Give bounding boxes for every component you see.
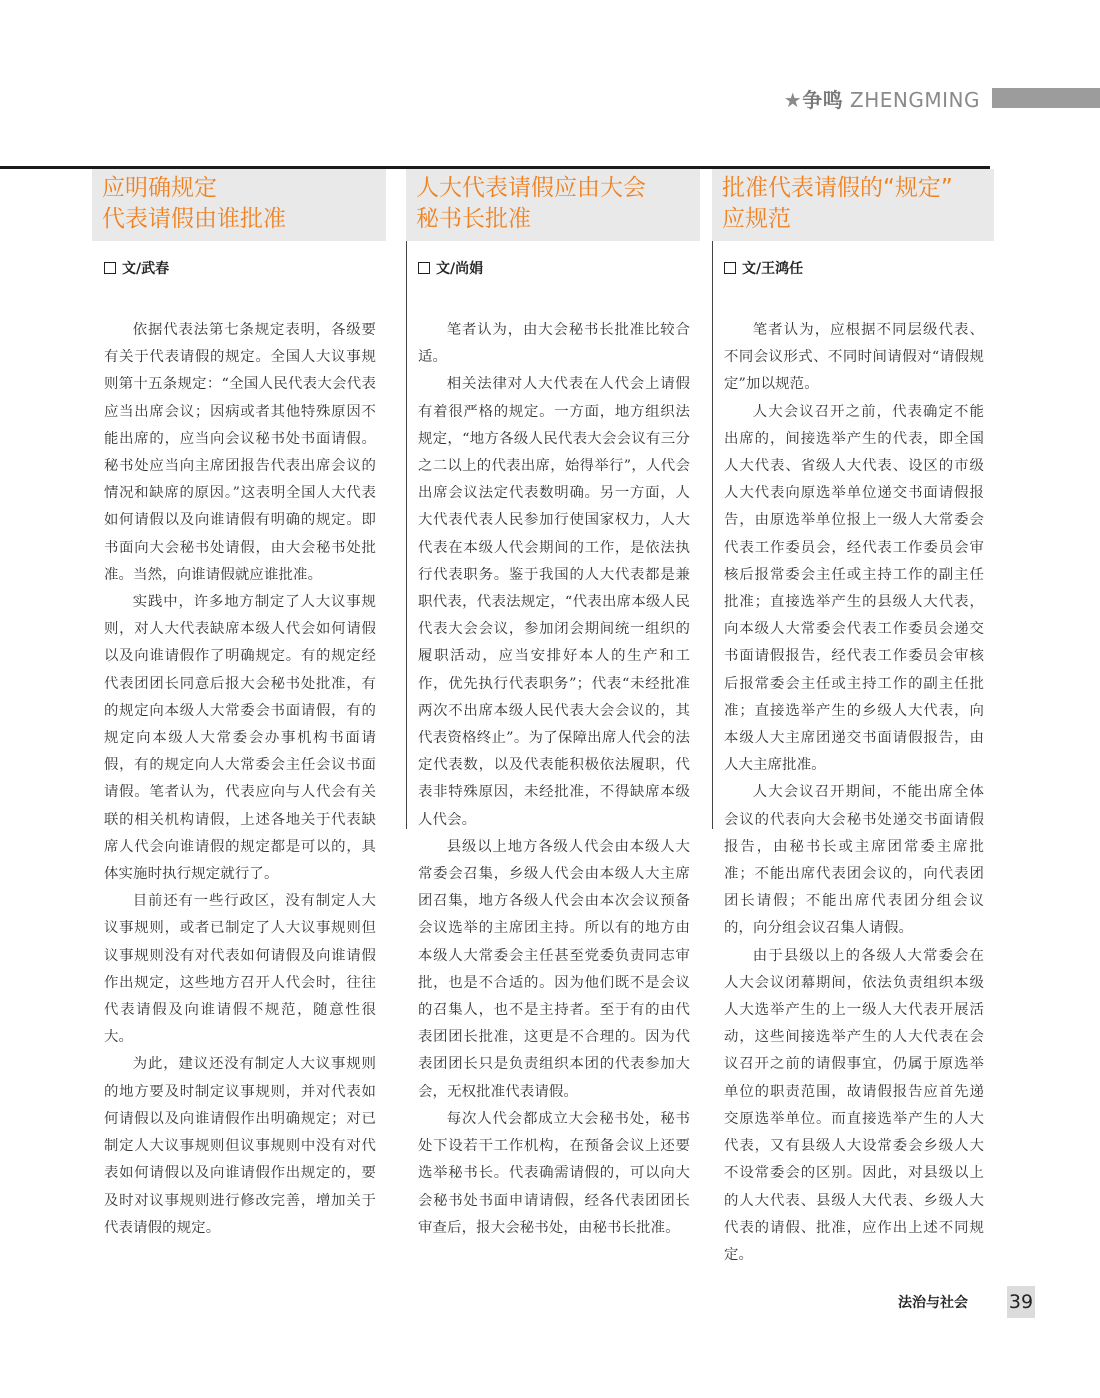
article-column-3	[712, 169, 994, 1269]
paragraph: 为此，建议还没有制定人大议事规则的地方要及时制定议事规则，并对代表如何请假以及向谁请假作出明确规定；对已制定人大议事规则但议事规则中没有对代表如何请假以及向谁请假作出规定的，要及时对议事规则进行修改完善，增加关于代表请假的规定。	[104, 1056, 376, 1236]
byline	[418, 257, 700, 279]
journal-title: 法治与社会	[898, 1295, 968, 1311]
article-title-line: 人大代表请假应由大会	[416, 175, 646, 201]
article-title-box	[92, 169, 386, 241]
article-title-line: 秘书长批准	[416, 206, 531, 232]
byline	[724, 257, 994, 279]
paragraph: 实践中，许多地方制定了人大议事规则，对人大代表缺席本级人代会如何请假以及向谁请假作了明确规定。有的规定经代表团团长同意后报大会秘书处批准，有的规定向本级人大常委会书面请假，有的规定向本级人大常委会办事机构书面请假，有的规定向人大常委会主任会议书面请假。笔者认为，代表应向与人代会有关联的相关机构请假，上述各地关于代表缺席人代会向谁请假的规定都是可以的，具体实施时执行规定就行了。	[104, 594, 376, 883]
paragraph: 由于县级以上的各级人大常委会在人大会议闭幕期间，依法负责组织本级人大选举产生的上一级人大代表开展活动，这些间接选举产生的人大代表在会议召开之前的请假事宜，仍属于原选举单位的职责范围，故请假报告应首先递交原选举单位。而直接选举产生的人大代表，又有县级人大设常委会乡级人大不设常委会的区别。因此，对县级以上的人大代表、县级人大代表、乡级人大代表的请假、批准，应作出上述不同规定。	[724, 947, 984, 1263]
paragraph: 相关法律对人大代表在人代会上请假有着很严格的规定。一方面，地方组织法规定，“地方各级人民代表大会会议有三分之二以上的代表出席，始得举行”，人代会出席会议法定代表数明确。另一方面，人大代表代表人民参加行使国家权力，人大代表在本级人代会期间的工作，是依法执行代表职务。鉴于我国的人大代表都是兼职代表，代表法规定，“代表出席本级人民代表大会会议，参加闭会期间统一组织的履职活动，应当安排好本人的生产和工作，优先执行代表职务”；代表“未经批准两次不出席本级人民代表大会会议的，其代表资格终止”。为了保障出席人代会的法定代表数，以及代表能积极依法履职，代表非特殊原因，未经批准，不得缺席本级人代会。	[418, 376, 690, 828]
section-name-cn: 争鸣	[802, 87, 844, 112]
article-title-line: 应明确规定	[102, 175, 217, 201]
author: 文/尚娟	[436, 261, 484, 277]
paragraph: 人大会议召开之前，代表确定不能出席的，间接选举产生的代表，即全国人大代表、省级人大代表、设区的市级人大代表向原选举单位递交书面请假报告，由原选举单位报上一级人大常委会代表工作委员会，经代表工作委员会审核后报常委会主任或主持工作的副主任批准；直接选举产生的县级人大代表，向本级人大常委会代表工作委员会递交书面请假报告，经代表工作委员会审核后报常委会主任或主持工作的副主任批准；直接选举产生的乡级人大代表，向本级人大主席团递交书面请假报告，由人大主席批准。	[724, 403, 984, 774]
paragraph: 目前还有一些行政区，没有制定人大议事规则，或者已制定了人大议事规则但议事规则没有对代表如何请假及向谁请假作出规定，这些地方召开人代会时，往往代表请假及向谁请假不规范，随意性很大。	[104, 893, 376, 1046]
article-column-2	[406, 169, 700, 1242]
paragraph: 每次人代会都成立大会秘书处，秘书处下设若干工作机构，在预备会议上还要选举秘书长。代表确需请假的，可以向大会秘书处书面申请请假，经各代表团团长审查后，报大会秘书处，由秘书长批准。	[418, 1110, 690, 1236]
paragraph: 笔者认为，由大会秘书长批准比较合适。	[418, 322, 690, 366]
paragraph: 笔者认为，应根据不同层级代表、不同会议形式、不同时间请假对“请假规定”加以规范。	[724, 322, 984, 393]
paragraph: 县级以上地方各级人代会由本级人大常委会召集，乡级人代会由本级人大主席团召集，地方各级人代会由本次会议预备会议选举的主席团主持。所以有的地方由本级人大常委会主任甚至党委负责同志审批，也是不合适的。因为他们既不是会议的召集人，也不是主持者。至于有的由代表团团长批准，这更是不合理的。因为代表团团长只是负责组织本团的代表参加大会，无权批准代表请假。	[418, 838, 690, 1100]
section-bar	[992, 88, 1100, 108]
square-icon	[104, 262, 116, 274]
article-title-line: 批准代表请假的“规定”	[722, 175, 953, 201]
author: 文/武春	[122, 261, 170, 277]
article-title-line: 应规范	[722, 206, 791, 232]
square-icon	[724, 262, 736, 274]
page-number: 39	[1007, 1286, 1035, 1318]
byline	[104, 257, 386, 279]
article-title-box	[712, 169, 994, 241]
author: 文/王鸿任	[742, 261, 804, 277]
article-body	[712, 317, 994, 1269]
article-body	[92, 317, 386, 1242]
section-name-en: ZHENGMING	[850, 87, 980, 112]
paragraph: 人大会议召开期间，不能出席全体会议的代表向大会秘书处递交书面请假报告，由秘书长或主席团常委主席批准；不能出席代表团会议的，向代表团团长请假；不能出席代表团分组会议的，向分组会议召集人请假。	[724, 784, 984, 937]
star-icon: ★	[783, 87, 803, 112]
section-header	[784, 86, 1100, 110]
paragraph: 依据代表法第七条规定表明，各级要有关于代表请假的规定。全国人大议事规则第十五条规定：“全国人民代表大会代表应当出席会议；因病或者其他特殊原因不能出席的，应当向会议秘书处书面请假。秘书处应当向主席团报告代表出席会议的情况和缺席的原因。”这表明全国人大代表如何请假以及向谁请假有明确的规定。即书面向大会秘书处请假，由大会秘书处批准。当然，向谁请假就应谁批准。	[104, 322, 376, 583]
article-title-box	[406, 169, 700, 241]
square-icon	[418, 262, 430, 274]
article-body	[406, 317, 700, 1242]
section-label	[784, 84, 980, 113]
article-title-line: 代表请假由谁批准	[102, 206, 286, 232]
article-column-1	[92, 169, 386, 1242]
